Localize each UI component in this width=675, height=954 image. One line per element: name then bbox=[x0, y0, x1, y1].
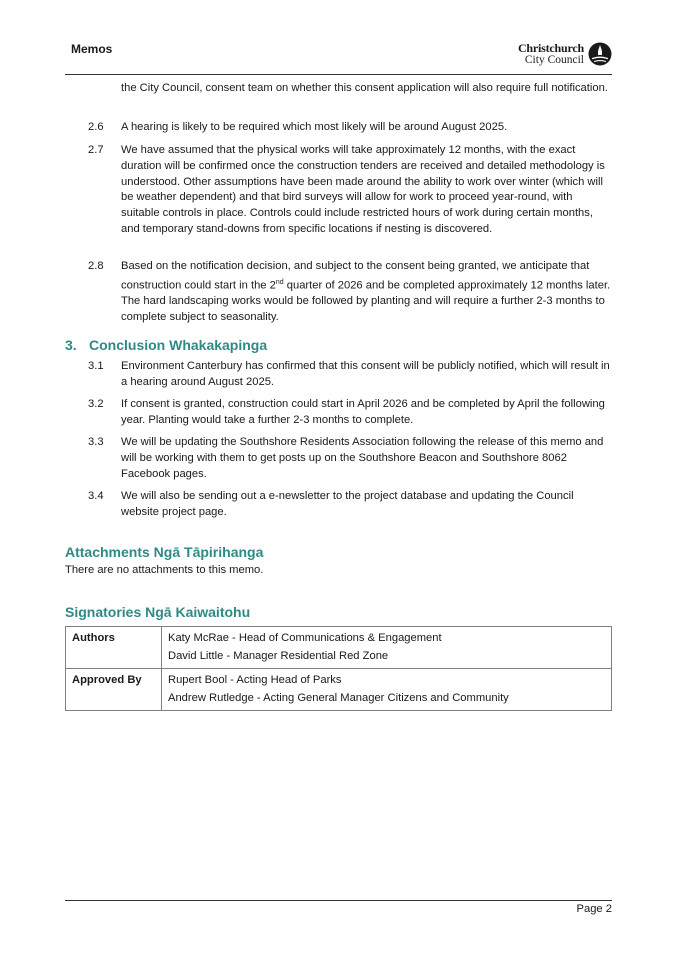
signatories-table bbox=[65, 626, 612, 711]
signatory-name: David Little - Manager Residential Red Zone bbox=[168, 650, 389, 662]
section-title: Conclusion Whakakapinga bbox=[89, 337, 268, 353]
paragraph-3-2 bbox=[88, 397, 612, 429]
paragraph-text: We will be updating the Southshore Residents Association following the release of this memo and will be working with them to get posts up on the Southshore Beacon and Southshore 8062 Facebook pages. bbox=[121, 436, 604, 480]
paragraph-2-7 bbox=[88, 143, 612, 238]
header-label: Memos bbox=[71, 42, 113, 56]
page-footer bbox=[65, 900, 612, 915]
paragraph-text: Environment Canterbury has confirmed that this consent will be publicly notified, which will result in a hearing around August 2025. bbox=[121, 360, 610, 388]
paragraph-number: 3.4 bbox=[88, 490, 104, 502]
paragraph-text: We will also be sending out a e-newsletter to the project database and updating the Council website project page. bbox=[121, 490, 574, 518]
paragraph-text: Based on the notification decision, and subject to the consent being granted, we anticipate that construction could start in the 2nd quarter of 2026 and be completed approximately 12 months later. The hard landscaping works would be followed by planting and will require a further 2-3 months to complete subject to seasonality. bbox=[121, 260, 611, 324]
paragraph-number: 2.7 bbox=[88, 144, 104, 156]
section-number: 3. bbox=[65, 337, 77, 353]
page-header bbox=[65, 36, 612, 75]
signatory-name: Rupert Bool - Acting Head of Parks bbox=[168, 674, 342, 686]
paragraph-text: A hearing is likely to be required which most likely will be around August 2025. bbox=[121, 121, 508, 133]
signatory-names bbox=[162, 669, 612, 711]
paragraph-3-1 bbox=[88, 359, 612, 391]
table-row bbox=[66, 627, 612, 669]
logo-line2: City Council bbox=[524, 54, 584, 66]
paragraph-2-8 bbox=[88, 259, 612, 326]
signatory-name: Katy McRae - Head of Communications & Engagement bbox=[168, 632, 442, 644]
intro-continuation: the City Council, consent team on whether this consent application will also require full notification. bbox=[121, 82, 608, 94]
section-heading-signatories: Signatories Ngā Kaiwaitohu bbox=[65, 604, 251, 620]
paragraph-number: 3.2 bbox=[88, 398, 104, 410]
paragraph-number: 3.3 bbox=[88, 436, 104, 448]
paragraph-3-4 bbox=[88, 489, 612, 521]
paragraph-3-3 bbox=[88, 435, 612, 482]
paragraph-number: 3.1 bbox=[88, 360, 104, 372]
paragraph-number: 2.6 bbox=[88, 121, 104, 133]
section-heading-attachments: Attachments Ngā Tāpirihanga bbox=[65, 544, 264, 560]
ordinal-suffix: nd bbox=[275, 278, 284, 286]
attachments-text: There are no attachments to this memo. bbox=[65, 564, 264, 576]
page-number: Page 2 bbox=[576, 903, 612, 915]
signatory-role: Authors bbox=[66, 627, 162, 669]
paragraph-number: 2.8 bbox=[88, 260, 104, 272]
table-row bbox=[66, 669, 612, 711]
cathedral-mark-icon bbox=[588, 42, 612, 66]
paragraph-2-6 bbox=[88, 120, 612, 136]
paragraph-text: We have assumed that the physical works will take approximately 12 months, with the exact duration will be confirmed once the construction tenders are received and detailed methodology is understood. Other assumptions have been made around the ability to work over winter (which will be weather dependent) and that bird surveys will allow for work to proceed year-round, with suitable controls in place. Controls could include restricted hours of work during certain months, and temporary stand-downs from specific locations if nesting is discovered. bbox=[121, 144, 605, 235]
paragraph-text: If consent is granted, construction could start in April 2026 and be completed by April the following year. Planting would take a further 2-3 months to complete. bbox=[121, 398, 605, 426]
signatory-role: Approved By bbox=[66, 669, 162, 711]
logo-line1: Christchurch bbox=[517, 41, 584, 55]
section-heading-conclusion bbox=[65, 336, 267, 354]
council-logo bbox=[518, 40, 612, 68]
signatory-name: Andrew Rutledge - Acting General Manager Citizens and Community bbox=[168, 692, 509, 704]
signatory-names bbox=[162, 627, 612, 669]
